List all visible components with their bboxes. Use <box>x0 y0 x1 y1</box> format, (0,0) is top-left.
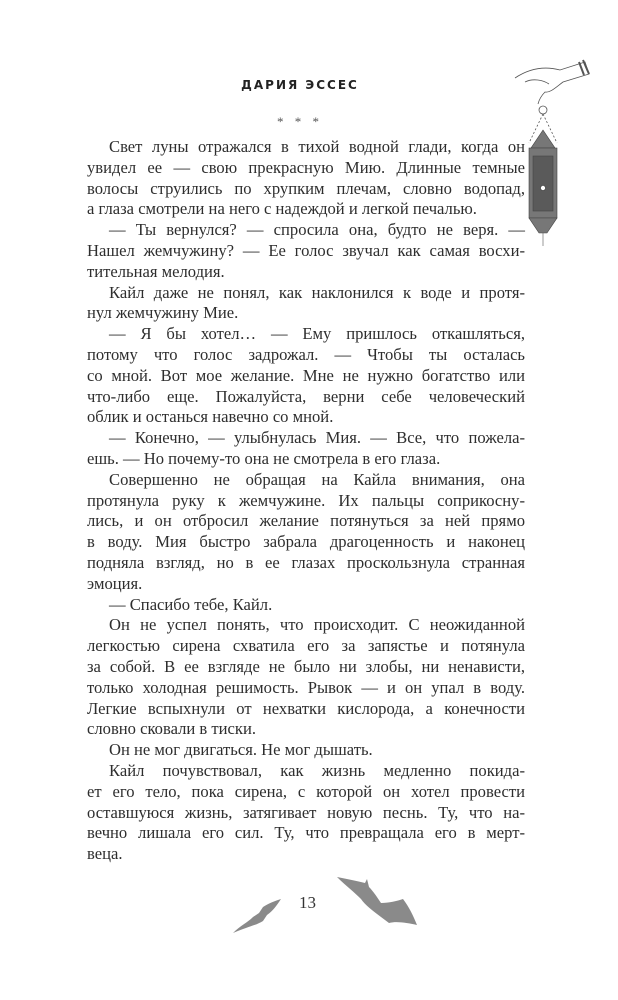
text-line: подняла взгляд, но в ее глазах проскользнула странная <box>87 552 525 572</box>
text-line: словно сковали в тиски. <box>87 719 256 739</box>
text-line: потому что голос задрожал. — Чтобы ты осталась <box>87 344 525 364</box>
text-line: облик и останься навечно со мной. <box>87 407 334 427</box>
text-line: тительная мелодия. <box>87 261 225 281</box>
text-line: в воду. Мия быстро забрала драгоценность и наконец <box>87 532 525 552</box>
text-line: увидел ее — свою прекрасную Мию. Длинные темные <box>87 157 525 177</box>
text-line: Легкие вспыхнули от нехватки кислорода, а конечности <box>87 698 525 718</box>
text-line: а глаза смотрели на него с надеждой и легкой печалью. <box>87 199 477 219</box>
text-line: что-либо еще. Пожалуйста, верни себе человеческий <box>87 386 525 406</box>
text-line: Нашел жемчужину? — Ее голос звучал как самая восхи- <box>87 240 525 260</box>
text-line: — Я бы хотел… — Ему пришлось откашляться, <box>109 324 525 344</box>
running-header-author: ДАРИЯ ЭССЕС <box>241 78 359 92</box>
text-line: за собой. В ее взгляде не было ни злобы, ни ненависти, <box>87 656 525 676</box>
text-line: — Ты вернулся? — спросила она, будто не веря. — <box>109 220 525 240</box>
text-line: протянула руку к жемчужине. Их пальцы соприкосну- <box>87 490 525 510</box>
text-line: со мной. Вот мое желание. Мне не нужно богатство или <box>87 365 525 385</box>
text-line: нул жемчужину Мие. <box>87 303 239 323</box>
text-line: вечно лишала его сил. Ту, что превращала его в мерт- <box>87 823 525 843</box>
text-line: Он не мог двигаться. Не мог дышать. <box>109 740 373 760</box>
text-line: легкостью сирена схватила его за запястье и потянула <box>87 636 525 656</box>
text-line: Свет луны отражался в тихой водной глади, когда он <box>109 137 525 156</box>
text-line: оставшуюся жизнь, затягивает новую песнь. Ту, что на- <box>87 802 525 822</box>
page-number: 13 <box>299 893 316 912</box>
text-line: — Конечно, — улыбнулась Мия. — Все, что пожела- <box>109 428 525 448</box>
text-line: ет его тело, пока сирена, с которой он хотел провести <box>87 781 525 801</box>
bat-large-icon <box>337 877 417 927</box>
text-line: волосы струились по хрупким плечам, словно водопад, <box>87 178 525 198</box>
text-line: — Спасибо тебе, Кайл. <box>109 594 273 614</box>
bat-small-icon <box>233 893 281 933</box>
text-line: лись, и он отбросил желание потянуться за ней прямо <box>87 511 525 531</box>
text-line: Он не успел понять, что происходит. С неожиданной <box>109 615 525 635</box>
text-line: только холодная решимость. Рывок — и он упал в воду. <box>87 677 525 697</box>
text-line: эмоция. <box>87 573 143 593</box>
section-break: * * * <box>277 114 323 129</box>
text-line: Кайл почувствовал, как жизнь медленно покида- <box>109 760 525 780</box>
text-line: Кайл даже не понял, как наклонился к воде и протя- <box>109 282 525 302</box>
body-text <box>87 137 525 865</box>
text-line: ешь. — Но почему-то она не смотрела в его глаза. <box>87 448 441 468</box>
text-line: Совершенно не обращая на Кайла внимания, она <box>109 469 525 489</box>
text-line: веца. <box>87 844 123 864</box>
